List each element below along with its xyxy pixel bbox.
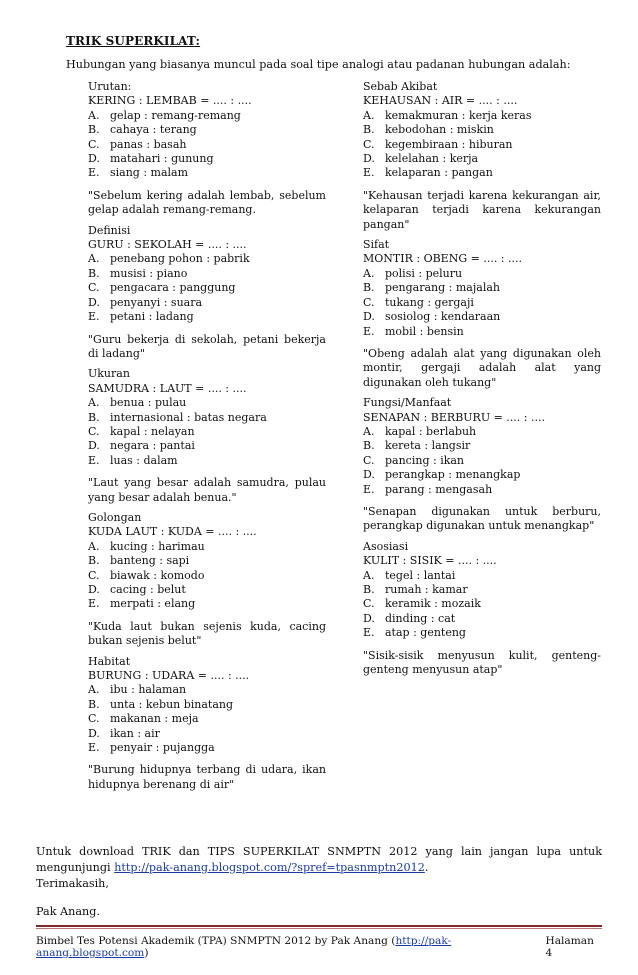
- answer-option: [88, 583, 326, 597]
- footer-prefix: Bimbel Tes Potensi Akademik (TPA) SNMPTN 2012 by Pak Anang (: [36, 935, 396, 947]
- answer-option: [88, 281, 326, 295]
- option-text: matahari : gunung: [110, 152, 214, 166]
- option-text: rumah : kamar: [385, 583, 468, 596]
- option-letter: C.: [88, 137, 100, 151]
- option-text: pengarang : majalah: [385, 281, 500, 295]
- option-text: biawak : komodo: [110, 568, 205, 582]
- right-column: [363, 80, 601, 683]
- section-name: Golongan: [88, 510, 142, 524]
- option-text: cacing : belut: [110, 583, 186, 596]
- analogy-section: [88, 80, 326, 218]
- answer-option: [363, 296, 601, 310]
- option-letter: C.: [363, 137, 375, 151]
- option-letter: A.: [88, 108, 100, 122]
- option-letter: C.: [88, 568, 100, 582]
- option-text: tukang : gergaji: [385, 295, 474, 309]
- analogy-section: [88, 224, 326, 362]
- answer-option: [88, 166, 326, 180]
- option-letter: A.: [363, 266, 375, 280]
- answer-option: [363, 569, 601, 583]
- explanation-note: "Sebelum kering adalah lembab, sebelum gelap adalah remang-remang.: [88, 188, 326, 217]
- option-letter: D.: [88, 583, 100, 596]
- option-letter: C.: [363, 453, 375, 467]
- option-text: ibu : halaman: [110, 683, 187, 697]
- option-letter: D.: [88, 726, 100, 740]
- answer-option: [363, 281, 601, 295]
- option-text: petani : ladang: [110, 310, 194, 324]
- option-letter: A.: [88, 539, 100, 553]
- option-text: ikan : air: [110, 726, 160, 740]
- page-number: Halaman 4: [545, 935, 594, 959]
- section-name: Habitat: [88, 654, 131, 668]
- analogy-section: [363, 80, 601, 232]
- answer-option: [363, 439, 601, 453]
- option-text: kapal : nelayan: [110, 424, 195, 438]
- section-name: Asosiasi: [363, 539, 409, 553]
- option-letter: E.: [363, 626, 375, 640]
- option-letter: E.: [363, 166, 375, 180]
- option-letter: E.: [88, 453, 100, 467]
- section-name: Urutan:: [88, 80, 132, 93]
- option-text: makanan : meja: [110, 712, 199, 726]
- option-text: merpati : elang: [110, 597, 196, 611]
- option-text: pengacara : panggung: [110, 281, 236, 295]
- option-text: kebodohan : miskin: [385, 123, 494, 137]
- analogy-section: [363, 540, 601, 678]
- option-letter: E.: [88, 310, 100, 324]
- option-text: polisi : peluru: [385, 266, 463, 280]
- option-letter: C.: [363, 295, 375, 309]
- answer-option: [363, 325, 601, 339]
- footer-left: [36, 935, 545, 959]
- explanation-note: "Sisik-sisik menyusun kulit, genteng-genteng menyusun atap": [363, 648, 601, 677]
- answer-option: [88, 741, 326, 755]
- answer-option: [88, 454, 326, 468]
- option-letter: B.: [88, 554, 100, 568]
- option-letter: A.: [88, 252, 100, 266]
- answer-option: [363, 583, 601, 597]
- option-letter: A.: [363, 424, 375, 438]
- thanks-text: Terimakasih,: [36, 877, 109, 890]
- explanation-note: "Laut yang besar adalah samudra, pulau yang besar adalah benua.": [88, 476, 326, 504]
- option-letter: C.: [88, 281, 100, 295]
- option-text: penebang pohon : pabrik: [110, 252, 250, 266]
- answer-option: [88, 411, 326, 425]
- option-letter: D.: [88, 152, 100, 166]
- download-text: Untuk download TRIK dan TIPS SUPERKILAT SNMPTN 2012 yang lain jangan lupa untuk mengunjungi: [36, 845, 602, 874]
- option-text: kapal : berlabuh: [385, 424, 477, 438]
- option-letter: E.: [88, 166, 100, 180]
- answer-option: [363, 123, 601, 137]
- option-letter: D.: [363, 611, 375, 625]
- answer-option: [88, 396, 326, 410]
- option-text: kelelahan : kerja: [385, 152, 479, 166]
- answer-option: [88, 540, 326, 554]
- answer-option: [363, 109, 601, 123]
- option-text: gelap : remang-remang: [110, 108, 241, 122]
- option-text: negara : pantai: [110, 439, 195, 453]
- option-letter: C.: [88, 712, 100, 726]
- answer-option: [88, 597, 326, 611]
- answer-option: [363, 166, 601, 180]
- option-text: internasional : batas negara: [110, 410, 267, 424]
- analogy-section: [363, 396, 601, 534]
- option-text: musisi : piano: [110, 266, 188, 280]
- option-text: panas : basah: [110, 137, 187, 151]
- footer-rule-thin: [36, 928, 602, 929]
- section-name: Sifat: [363, 238, 390, 252]
- answer-option: [363, 483, 601, 497]
- option-text: mobil : bensin: [385, 324, 464, 338]
- explanation-note: "Kuda laut bukan sejenis kuda, cacing bukan sejenis belut": [88, 619, 326, 648]
- option-text: dinding : cat: [385, 611, 456, 625]
- answer-option: [363, 310, 601, 324]
- signature: Pak Anang.: [36, 905, 100, 918]
- option-text: kelaparan : pangan: [385, 166, 493, 180]
- option-letter: B.: [88, 266, 100, 280]
- option-letter: A.: [363, 108, 375, 122]
- analogy-section: [88, 511, 326, 649]
- section-name: Ukuran: [88, 367, 130, 381]
- option-letter: B.: [363, 583, 375, 596]
- answer-option: [363, 267, 601, 281]
- option-text: kereta : langsir: [385, 439, 471, 453]
- answer-option: [363, 468, 601, 482]
- answer-option: [363, 138, 601, 152]
- option-letter: D.: [88, 295, 100, 309]
- option-letter: C.: [363, 597, 375, 611]
- answer-option: [88, 554, 326, 568]
- answer-option: [88, 109, 326, 123]
- answer-option: [88, 569, 326, 583]
- footer-suffix: ): [144, 947, 149, 959]
- analogy-section: [88, 367, 326, 505]
- answer-option: [88, 439, 326, 453]
- answer-option: [88, 252, 326, 266]
- option-text: luas : dalam: [110, 453, 178, 467]
- option-text: unta : kebun binatang: [110, 697, 234, 711]
- footer-link[interactable]: http://pak-anang.blogspot.com: [36, 935, 452, 959]
- answer-option: [88, 698, 326, 712]
- answer-option: [363, 626, 601, 640]
- option-text: kegembiraan : hiburan: [385, 137, 513, 151]
- option-text: keramik : mozaik: [385, 597, 481, 611]
- explanation-note: "Burung hidupnya terbang di udara, ikan hidupnya berenang di air": [88, 763, 326, 791]
- section-name: Fungsi/Manfaat: [363, 396, 452, 410]
- question: BURUNG : UDARA = .... : ....: [88, 669, 250, 683]
- answer-option: [363, 454, 601, 468]
- option-letter: B.: [88, 123, 100, 137]
- answer-option: [363, 425, 601, 439]
- answer-option: [88, 267, 326, 281]
- download-link[interactable]: http://pak-anang.blogspot.com/?spref=tpasnmptn2012: [114, 860, 425, 874]
- option-letter: A.: [363, 568, 375, 582]
- question: GURU : SEKOLAH = .... : ....: [88, 238, 247, 252]
- question: KEHAUSAN : AIR = .... : ....: [363, 94, 518, 108]
- option-letter: B.: [363, 123, 375, 137]
- left-column: [88, 80, 326, 798]
- option-letter: D.: [363, 152, 375, 166]
- option-letter: E.: [88, 741, 100, 755]
- explanation-note: "Obeng adalah alat yang digunakan oleh montir, gergaji adalah alat yang digunakan oleh tukang": [363, 346, 601, 389]
- answer-option: [88, 683, 326, 697]
- option-letter: B.: [88, 410, 100, 424]
- option-letter: E.: [363, 324, 375, 338]
- section-name: Definisi: [88, 223, 131, 237]
- option-letter: A.: [88, 396, 100, 410]
- option-letter: D.: [363, 468, 375, 482]
- download-paragraph: [36, 844, 602, 875]
- option-text: siang : malam: [110, 166, 189, 180]
- explanation-note: "Senapan digunakan untuk berburu, perangkap digunakan untuk menangkap": [363, 504, 601, 533]
- option-text: cahaya : terang: [110, 123, 197, 137]
- option-letter: B.: [88, 697, 100, 711]
- option-text: tegel : lantai: [385, 568, 456, 582]
- explanation-note: "Guru bekerja di sekolah, petani bekerja di ladang": [88, 332, 326, 360]
- footer-rule: [36, 925, 602, 927]
- page-footer: [36, 935, 602, 959]
- answer-option: [88, 310, 326, 324]
- option-text: parang : mengasah: [385, 482, 493, 496]
- option-letter: E.: [363, 482, 375, 496]
- option-text: pancing : ikan: [385, 453, 465, 467]
- answer-option: [88, 138, 326, 152]
- option-letter: A.: [88, 683, 100, 697]
- intro-text: Hubungan yang biasanya muncul pada soal tipe analogi atau padanan hubungan adalah:: [66, 58, 571, 71]
- option-letter: E.: [88, 597, 100, 611]
- section-name: Sebab Akibat: [363, 80, 438, 93]
- answer-option: [88, 152, 326, 166]
- option-letter: D.: [363, 310, 375, 324]
- download-end: .: [424, 860, 429, 874]
- answer-option: [88, 712, 326, 726]
- option-text: benua : pulau: [110, 396, 187, 410]
- option-letter: D.: [88, 439, 100, 453]
- option-letter: C.: [88, 424, 100, 438]
- answer-option: [363, 597, 601, 611]
- option-text: penyair : pujangga: [110, 741, 215, 755]
- option-text: kucing : harimau: [110, 539, 205, 553]
- answer-option: [363, 152, 601, 166]
- explanation-note: "Kehausan terjadi karena kekurangan air, kelaparan terjadi karena kekurangan pangan": [363, 188, 601, 231]
- question: KUDA LAUT : KUDA = .... : ....: [88, 525, 257, 539]
- answer-option: [363, 612, 601, 626]
- option-text: banteng : sapi: [110, 554, 190, 568]
- option-text: kemakmuran : kerja keras: [385, 108, 532, 122]
- answer-option: [88, 425, 326, 439]
- page-title: TRIK SUPERKILAT:: [66, 34, 201, 48]
- option-text: perangkap : menangkap: [385, 468, 521, 482]
- answer-option: [88, 123, 326, 137]
- question: SENAPAN : BERBURU = .... : ....: [363, 410, 545, 424]
- analogy-section: [363, 238, 601, 390]
- question: MONTIR : OBENG = .... : ....: [363, 252, 522, 266]
- analogy-section: [88, 655, 326, 793]
- option-text: penyanyi : suara: [110, 295, 203, 309]
- answer-option: [88, 727, 326, 741]
- question: KULIT : SISIK = .... : ....: [363, 554, 497, 568]
- answer-option: [88, 296, 326, 310]
- option-letter: B.: [363, 281, 375, 295]
- question: KERING : LEMBAB = .... : ....: [88, 94, 252, 108]
- option-text: atap : genteng: [385, 626, 466, 640]
- option-text: sosiolog : kendaraan: [385, 310, 501, 324]
- option-letter: B.: [363, 439, 375, 453]
- question: SAMUDRA : LAUT = .... : ....: [88, 381, 247, 395]
